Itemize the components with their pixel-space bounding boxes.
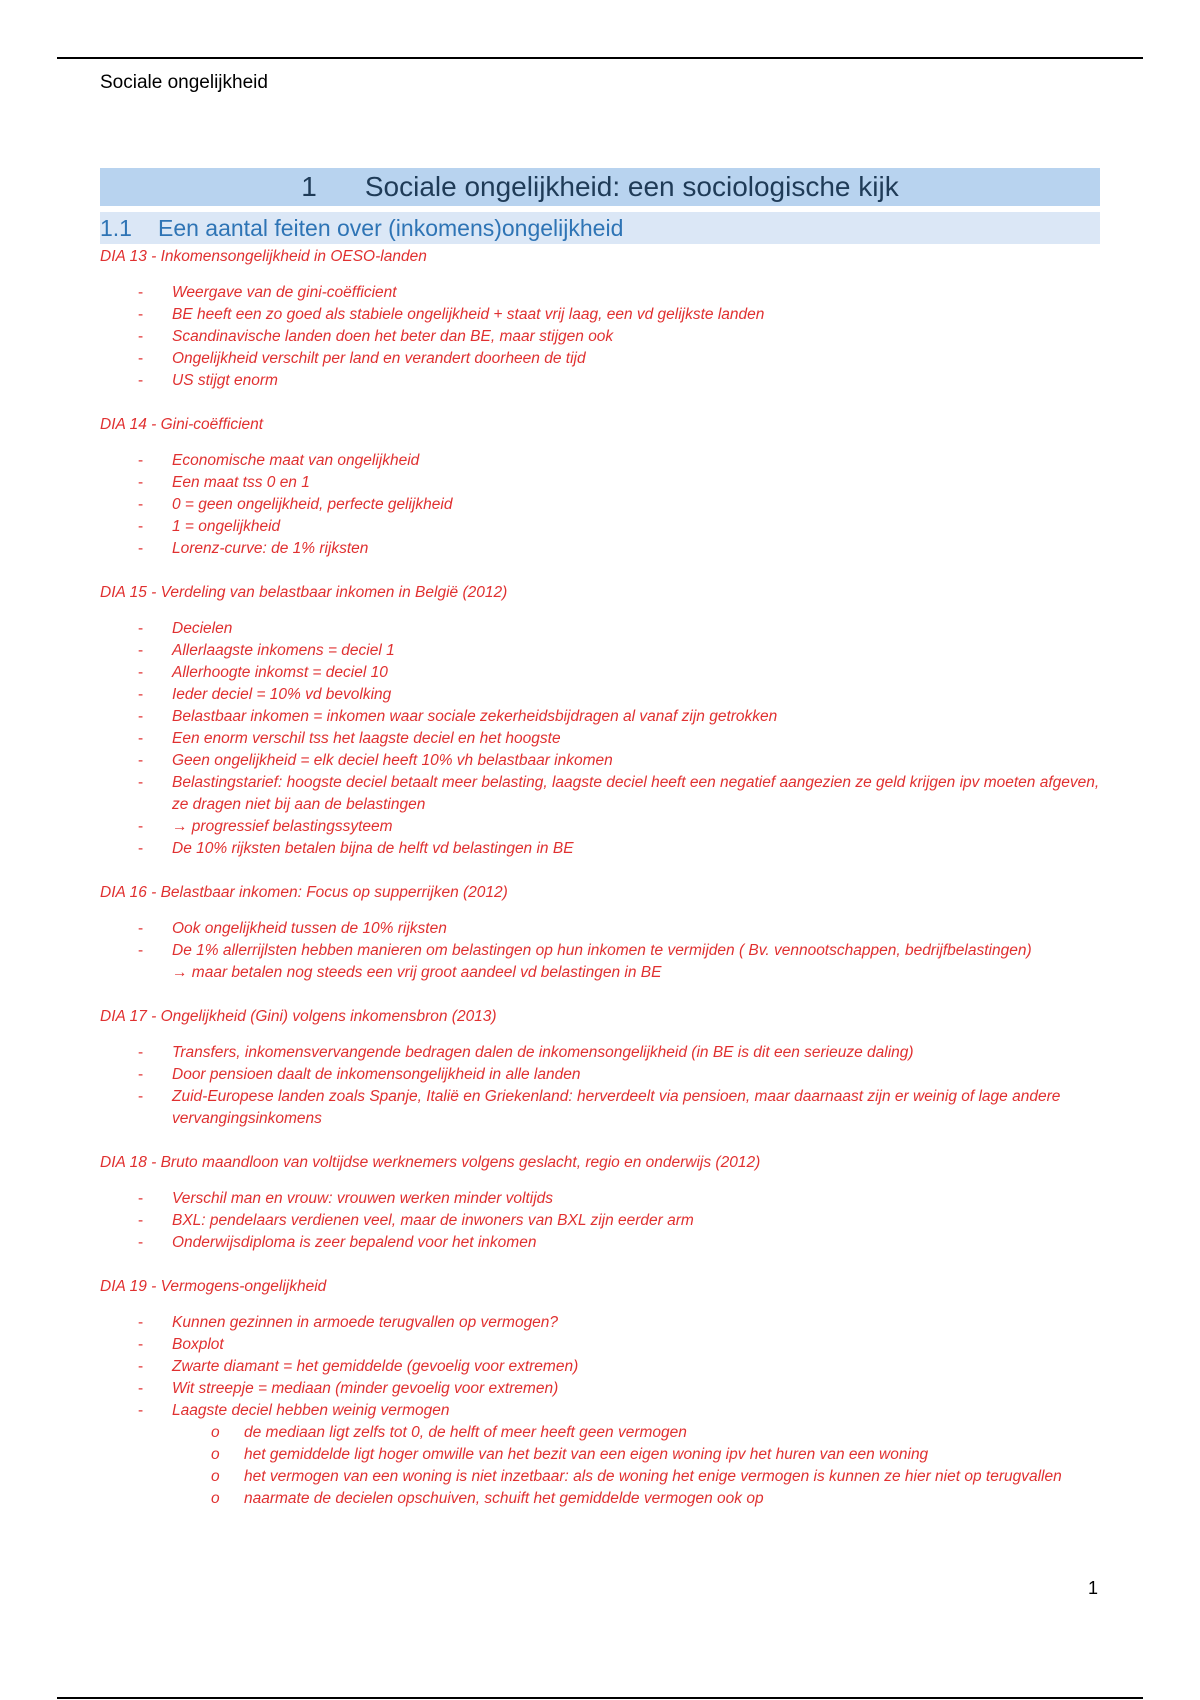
bullet-text: Belastingstarief: hoogste deciel betaalt meer belasting, laagste deciel heeft een negatief aangezien ze geld krijgen ipv moeten afgeven, ze dragen niet bij aan de belastingen <box>172 774 1100 813</box>
heading-1-title: Sociale ongelijkheid: een sociologische kijk <box>364 171 899 202</box>
bullet-item <box>100 1232 1100 1254</box>
heading-1-number: 1 <box>301 171 317 202</box>
page-bottom-rule <box>57 1697 1143 1699</box>
bullet-text: BE heeft een zo goed als stabiele ongelijkheid + staat vrij laag, een vd gelijkste landen <box>172 306 765 323</box>
bullet-text: Onderwijsdiploma is zeer bepalend voor het inkomen <box>172 1234 537 1251</box>
bullet-item <box>100 662 1100 684</box>
bullet-list <box>100 1312 1100 1510</box>
bullet-list <box>100 618 1100 860</box>
slide-title: DIA 15 - Verdeling van belastbaar inkomen in België (2012) <box>100 584 508 601</box>
bullet-text: Lorenz-curve: de 1% rijksten <box>172 540 369 557</box>
bullet-text: Ongelijkheid verschilt per land en verandert doorheen de tijd <box>172 350 586 367</box>
bullet-list <box>100 1188 1100 1254</box>
sub-bullet-item: o het gemiddelde ligt hoger omwille van het bezit van een eigen woning ipv het huren van een woning <box>100 1444 1100 1466</box>
bullet-item <box>100 282 1100 304</box>
bullet-text: Boxplot <box>172 1336 224 1353</box>
document-body <box>100 168 1100 1534</box>
bullet-text: US stijgt enorm <box>172 372 278 389</box>
bullet-text: Allerlaagste inkomens = deciel 1 <box>172 642 395 659</box>
bullet-item <box>100 684 1100 706</box>
bullet-list <box>100 1042 1100 1130</box>
bullet-text: Geen ongelijkheid = elk deciel heeft 10% vh belastbaar inkomen <box>172 752 613 769</box>
bullet-text: Door pensioen daalt de inkomensongelijkheid in alle landen <box>172 1066 581 1083</box>
heading-2-number: 1.1 <box>100 214 132 241</box>
bullet-item <box>100 640 1100 662</box>
bullet-item <box>100 1334 1100 1356</box>
bullet-item <box>100 326 1100 348</box>
bullet-text: Kunnen gezinnen in armoede terugvallen op vermogen? <box>172 1314 559 1331</box>
bullet-item <box>100 538 1100 560</box>
bullet-text: De 10% rijksten betalen bijna de helft vd belastingen in BE <box>172 840 574 857</box>
bullet-text: Een enorm verschil tss het laagste deciel en het hoogste <box>172 730 561 747</box>
bullet-item <box>100 472 1100 494</box>
slide-section <box>100 884 1100 984</box>
bullet-item <box>100 1188 1100 1210</box>
slide-section <box>100 1278 1100 1510</box>
slide-title: DIA 17 - Ongelijkheid (Gini) volgens inkomensbron (2013) <box>100 1008 497 1025</box>
bullet-item <box>100 918 1100 940</box>
bullet-text: Weergave van de gini-coëfficient <box>172 284 397 301</box>
bullet-text: Zuid-Europese landen zoals Spanje, Italië en Griekenland: herverdeelt via pensioen, maar daarnaast zijn er weinig of lage andere vervangingsinkomens <box>172 1088 1061 1127</box>
bullet-text: Ook ongelijkheid tussen de 10% rijksten <box>172 920 447 937</box>
bullet-item <box>100 1042 1100 1064</box>
bullet-text: Decielen <box>172 620 233 637</box>
bullet-text: Laagste deciel hebben weinig vermogen <box>172 1402 450 1419</box>
heading-1 <box>100 168 1100 206</box>
sub-bullet-item: o de mediaan ligt zelfs tot 0, de helft of meer heeft geen vermogen <box>100 1422 1100 1444</box>
heading-2-title: Een aantal feiten over (inkomens)ongelijkheid <box>157 214 624 241</box>
bullet-item <box>100 1400 1100 1510</box>
sub-bullet-item: o het vermogen van een woning is niet inzetbaar: als de woning het enige vermogen is kunnen ze hier niet op terugvallen <box>100 1466 1100 1488</box>
bullet-item <box>100 450 1100 472</box>
bullet-item <box>100 1312 1100 1334</box>
bullet-item <box>100 618 1100 640</box>
slide-section <box>100 248 1100 392</box>
bullet-text: De 1% allerrijlsten hebben manieren om belastingen op hun inkomen te vermijden ( Bv. vennootschappen, bedrijfbelastingen) <box>172 942 1032 959</box>
bullet-list <box>100 450 1100 560</box>
bullet-text: Zwarte diamant = het gemiddelde (gevoelig voor extremen) <box>172 1358 579 1375</box>
bullet-item <box>100 516 1100 538</box>
heading-2 <box>100 212 1100 244</box>
slide-section <box>100 584 1100 860</box>
bullet-text: Een maat tss 0 en 1 <box>172 474 310 491</box>
bullet-list <box>100 918 1100 984</box>
bullet-text: Scandinavische landen doen het beter dan BE, maar stijgen ook <box>172 328 614 345</box>
bullet-item <box>100 940 1100 984</box>
bullet-text: Allerhoogte inkomst = deciel 10 <box>172 664 388 681</box>
page-top-rule <box>57 57 1143 59</box>
bullet-item <box>100 348 1100 370</box>
bullet-text: 0 = geen ongelijkheid, perfecte gelijkheid <box>172 496 453 513</box>
bullet-item <box>100 304 1100 326</box>
bullet-item <box>100 370 1100 392</box>
running-header: Sociale ongelijkheid <box>100 72 268 93</box>
bullet-continuation: → maar betalen nog steeds een vrij groot aandeel vd belastingen in BE <box>172 964 662 981</box>
bullet-item <box>100 1378 1100 1400</box>
slide-section <box>100 416 1100 560</box>
bullet-item <box>100 706 1100 728</box>
bullet-text: Belastbaar inkomen = inkomen waar sociale zekerheidsbijdragen al vanaf zijn getrokken <box>172 708 778 725</box>
slide-section <box>100 1008 1100 1130</box>
bullet-text: Wit streepje = mediaan (minder gevoelig voor extremen) <box>172 1380 559 1397</box>
bullet-item <box>100 772 1100 816</box>
bullet-text: BXL: pendelaars verdienen veel, maar de inwoners van BXL zijn eerder arm <box>172 1212 694 1229</box>
bullet-item <box>100 1210 1100 1232</box>
sub-bullet-list <box>172 1422 1100 1510</box>
bullet-item <box>100 1064 1100 1086</box>
bullet-item <box>100 750 1100 772</box>
bullet-item <box>100 494 1100 516</box>
slide-title: DIA 14 - Gini-coëfficient <box>100 416 264 433</box>
bullet-text: 1 = ongelijkheid <box>172 518 281 535</box>
bullet-text: Verschil man en vrouw: vrouwen werken minder voltijds <box>172 1190 554 1207</box>
page-number: 1 <box>1088 1578 1099 1598</box>
bullet-text: Economische maat van ongelijkheid <box>172 452 420 469</box>
sub-bullet-item: o naarmate de decielen opschuiven, schuift het gemiddelde vermogen ook op <box>100 1488 1100 1510</box>
slide-section <box>100 1154 1100 1254</box>
bullet-text: → progressief belastingssyteem <box>172 818 393 835</box>
bullet-item <box>100 838 1100 860</box>
bullet-item <box>100 1356 1100 1378</box>
bullet-item <box>100 728 1100 750</box>
slide-title: DIA 18 - Bruto maandloon van voltijdse werknemers volgens geslacht, regio en onderwijs (2012) <box>100 1154 761 1171</box>
slide-title: DIA 19 - Vermogens-ongelijkheid <box>100 1278 327 1295</box>
bullet-text: Ieder deciel = 10% vd bevolking <box>172 686 392 703</box>
slide-title: DIA 13 - Inkomensongelijkheid in OESO-landen <box>100 248 427 265</box>
sections-container <box>100 248 1100 1510</box>
bullet-list <box>100 282 1100 392</box>
bullet-text: Transfers, inkomensvervangende bedragen dalen de inkomensongelijkheid (in BE is dit een serieuze daling) <box>172 1044 914 1061</box>
bullet-item <box>100 1086 1100 1130</box>
bullet-item <box>100 816 1100 838</box>
slide-title: DIA 16 - Belastbaar inkomen: Focus op supperrijken (2012) <box>100 884 508 901</box>
